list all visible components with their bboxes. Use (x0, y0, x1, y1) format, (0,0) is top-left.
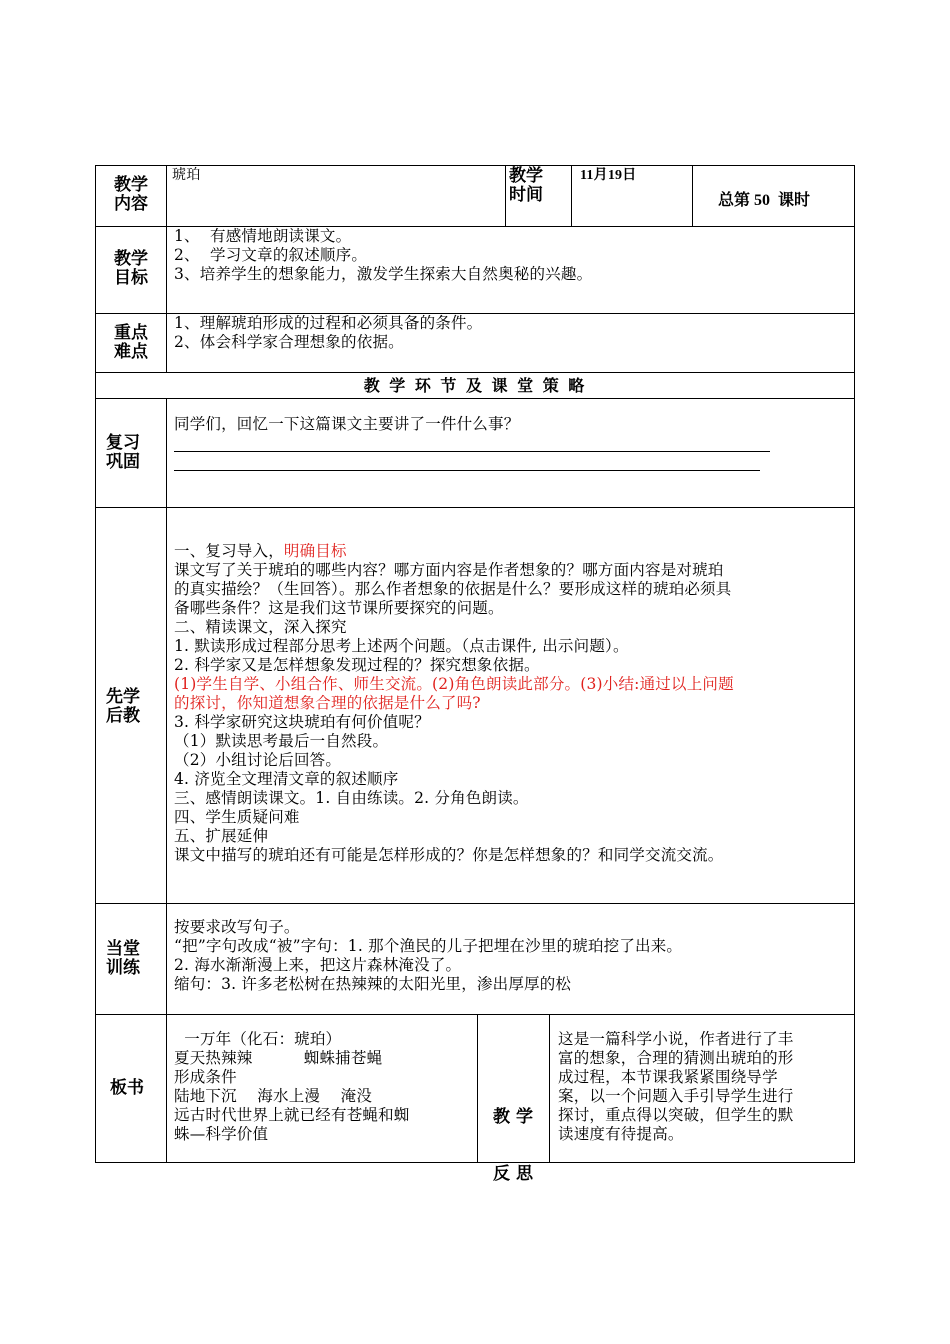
reflection-line: 这是一篇科学小说，作者进行了丰 (558, 1030, 794, 1048)
review-label: 复习巩固 (106, 433, 140, 472)
column-divider (571, 165, 572, 226)
column-divider (166, 398, 167, 1162)
review-question: 同学们，回忆一下这篇课文主要讲了一件什么事？ (174, 415, 520, 433)
table-border-right (854, 165, 855, 1163)
section-title: 教 学 环 节 及 课 堂 策 略 (363, 376, 587, 395)
content-line: 的真实描绘？（生回答）。那么作者想象的依据是什么？要形成这样的琥珀必须具 (174, 580, 732, 598)
exercise-line: 缩句：3. 许多老松树在热辣辣的太阳光里，渗出厚厚的松 (174, 975, 572, 993)
step-heading-text: 一、复习导入， (174, 542, 284, 560)
content-line: 4. 济览全文理清文章的叙述顺序 (174, 770, 399, 788)
practice-label: 当堂训练 (106, 939, 140, 978)
board-line: 远古时代世界上就已经有苍蝇和蜘 (174, 1106, 410, 1124)
content-line: 二、精读课文，深入探究 (174, 618, 347, 636)
column-divider (692, 165, 693, 226)
time-label: 教学时间 (509, 166, 543, 205)
reflection-line: 探讨，重点得以突破，但学生的默 (558, 1106, 794, 1124)
lesson-date: 11月19日 (580, 168, 637, 183)
highlight-line: 的探讨，你知道想象合理的依据是什么了吗? (174, 694, 481, 712)
objective-item: 1、 有感情地朗读课文。 (174, 227, 352, 245)
column-divider (166, 165, 167, 372)
content-line: 课文中描写的琥珀还有可能是怎样形成的？你是怎样想象的？和同学交流交流。 (174, 846, 724, 864)
board-line: 陆地下沉 海水上漫 淹没 (174, 1087, 373, 1105)
objective-item: 3、培养学生的想象能力，激发学生探索大自然奥秘的兴趣。 (174, 265, 593, 283)
reflection-label (482, 1070, 544, 1203)
lesson-number: 总第 50 课时 (718, 192, 811, 209)
content-line: （1）默读思考最后一自然段。 (174, 732, 389, 750)
key-points-label: 重点难点 (114, 323, 148, 362)
reflection-label-line: 教 学 (493, 1107, 533, 1127)
content-line: 课文写了关于琥珀的哪些内容？哪方面内容是作者想象的？哪方面内容是对琥珀 (174, 561, 724, 579)
highlight-line: (1)学生自学、小组合作、师生交流。(2)角色朗读此部分。(3)小结:通过以上问题 (174, 675, 734, 693)
reflection-line: 富的想象，合理的猜测出琥珀的形 (558, 1049, 794, 1067)
content-label: 教学内容 (114, 175, 148, 214)
highlight-text: 明确目标 (283, 542, 347, 560)
step-heading (174, 542, 734, 561)
practice-content (174, 918, 682, 994)
exercise-line: 按要求改写句子。 (174, 918, 300, 936)
board-line: 形成条件 (174, 1068, 237, 1086)
board-content (174, 1030, 410, 1144)
board-line: 夏天热辣辣 蜘蛛捕苍蝇 (174, 1049, 383, 1067)
reflection-label-line: 反 思 (493, 1164, 533, 1184)
content-line: 1. 默读形成过程部分思考上述两个问题。（点击课件, 出示问题）。 (174, 637, 629, 655)
reflection-line: 案，以一个问题入手引导学生进行 (558, 1087, 794, 1105)
reflection-line: 成过程，本节课我紧紧围绕导学 (558, 1068, 778, 1086)
content-line: 三、感情朗读课文。1. 自由练读。2. 分角色朗读。 (174, 789, 529, 807)
table-border-top (95, 165, 855, 166)
content-line: 备哪些条件？这是我们这节课所要探究的问题。 (174, 599, 504, 617)
table-border-left (95, 165, 96, 1163)
content-value: 琥珀 (172, 167, 201, 183)
exercise-line: “把”字句改成“被”字句：1. 那个渔民的儿子把埋在沙里的琥珀挖了出来。 (174, 937, 683, 955)
learn-first-label: 先学后教 (106, 687, 140, 726)
row-divider (95, 1014, 855, 1015)
row-divider (95, 372, 855, 373)
content-line: 五、扩展延伸 (174, 827, 269, 845)
content-line: 四、学生质疑问难 (174, 808, 300, 826)
content-line: 3. 科学家研究这块琥珀有何价值呢？ (174, 713, 430, 731)
objectives-label: 教学目标 (114, 249, 148, 288)
key-point-item: 2、体会科学家合理想象的依据。 (174, 333, 404, 351)
answer-line[interactable] (174, 470, 760, 471)
board-line: 蛛—科学价值 (174, 1125, 269, 1143)
column-divider (549, 1014, 550, 1162)
row-divider (95, 507, 855, 508)
board-line: 一万年（化石：琥珀） (174, 1030, 342, 1048)
column-divider (477, 1014, 478, 1162)
key-point-item: 1、理解琥珀形成的过程和必须具备的条件。 (174, 314, 483, 332)
board-label: 板书 (110, 1078, 144, 1098)
table-border-bottom (95, 1162, 855, 1163)
objectives-list (174, 227, 592, 284)
content-line: 2. 科学家又是怎样想象发现过程的？探究想象依据。 (174, 656, 540, 674)
key-points-list (174, 314, 482, 352)
exercise-line: 2. 海水渐渐漫上来，把这片森林淹没了。 (174, 956, 462, 974)
learn-first-content (174, 542, 734, 865)
answer-line[interactable] (174, 451, 770, 452)
content-line: （2）小组讨论后回答。 (174, 751, 342, 769)
reflection-content (558, 1030, 794, 1144)
column-divider (505, 165, 506, 226)
row-divider (95, 398, 855, 399)
objective-item: 2、 学习文章的叙述顺序。 (174, 246, 368, 264)
row-divider (95, 903, 855, 904)
reflection-line: 读速度有待提高。 (558, 1125, 684, 1143)
